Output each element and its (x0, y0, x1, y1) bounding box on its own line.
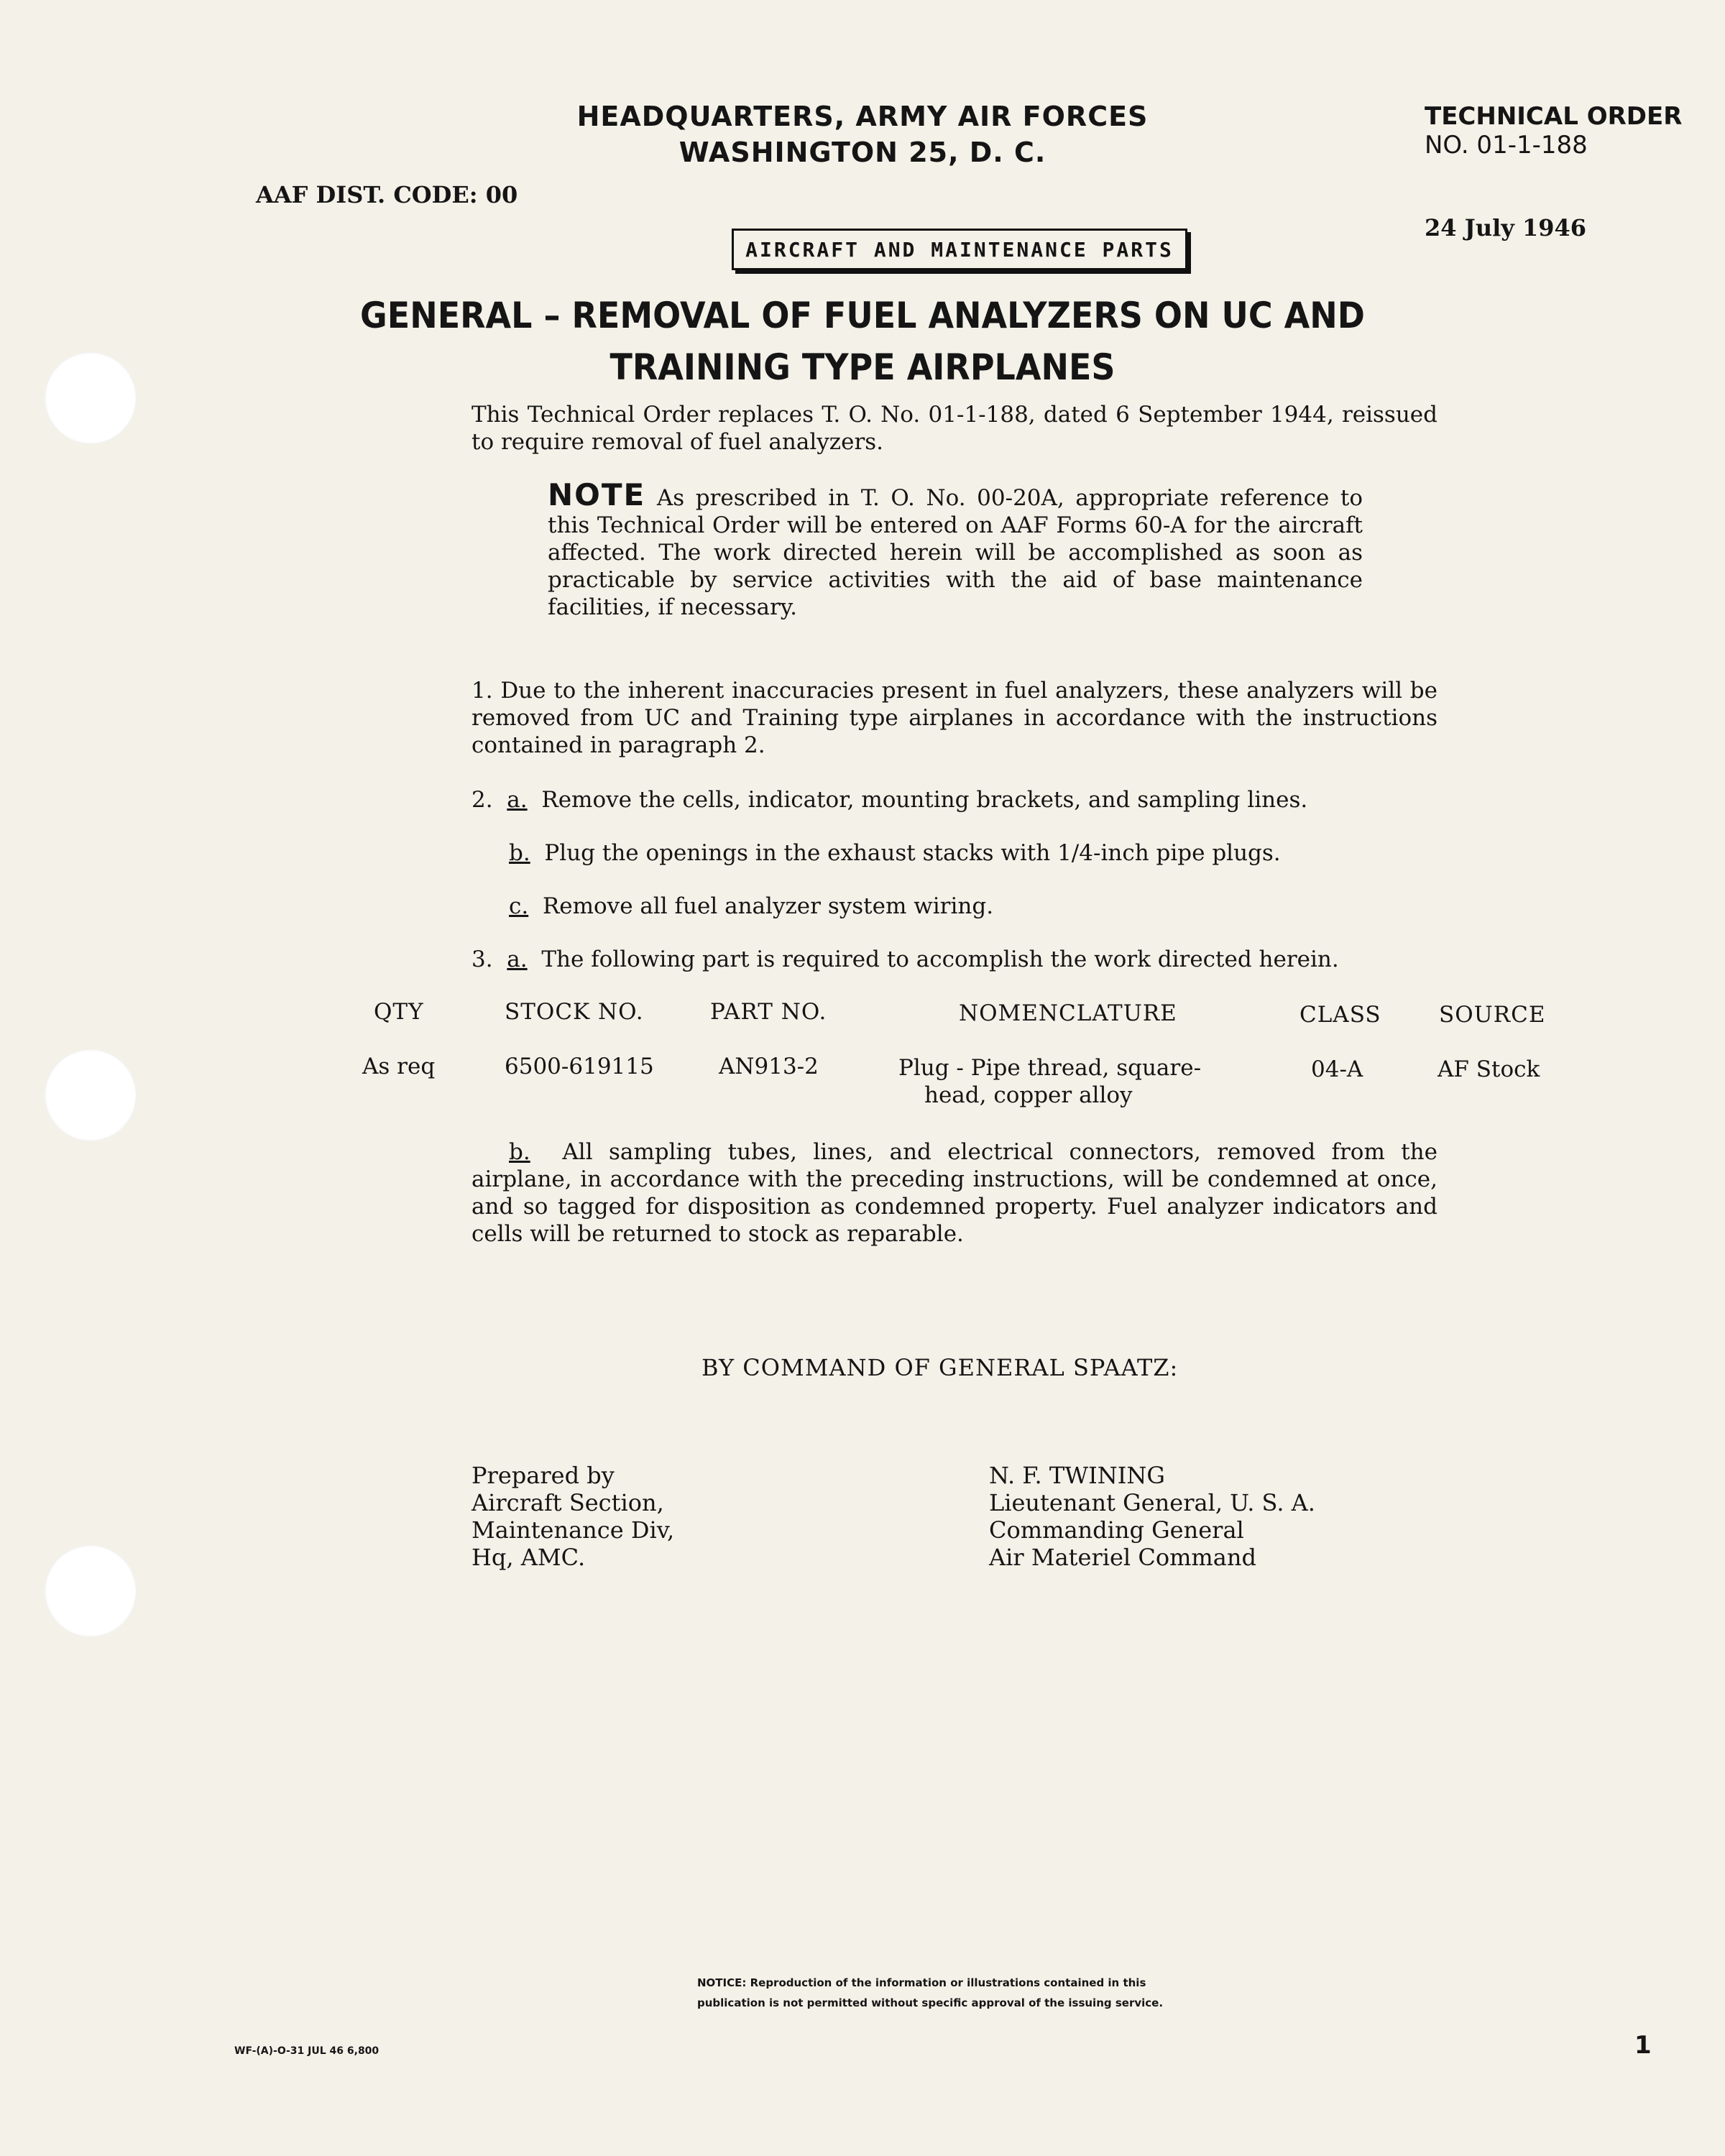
table-header-class: CLASS (1300, 1002, 1381, 1028)
issue-date: 24 July 1946 (1425, 214, 1587, 241)
paragraph-3-number: 3. (472, 946, 493, 972)
paragraph-2b-letter: b. (509, 840, 530, 866)
cell-stock-no: 6500-619115 (505, 1054, 654, 1079)
paragraph-3b-letter: b. (509, 1139, 530, 1165)
paragraph-2b (509, 839, 1443, 867)
dist-code: AAF DIST. CODE: 00 (256, 181, 518, 208)
technical-order-number: NO. 01-1-188 (1425, 131, 1588, 160)
note-label: NOTE (548, 477, 646, 512)
note-block (548, 477, 1363, 621)
paragraph-3a-text: The following part is required to accomplish the work directed herein. (541, 946, 1339, 972)
paragraph-2c-text: Remove all fuel analyzer system wiring. (542, 893, 994, 919)
intro-paragraph: This Technical Order replaces T. O. No. 01-1-188, dated 6 September 1944, reissued to require removal of fuel analyzers. (472, 402, 1438, 455)
prepared-by-line-2: Aircraft Section, (472, 1489, 664, 1516)
table-header-source: SOURCE (1439, 1002, 1546, 1028)
prepared-by-line-4: Hq, AMC. (472, 1544, 586, 1571)
paragraph-1: 1. Due to the inherent inaccuracies present in fuel analyzers, these analyzers will be removed from UC and Training type airplanes in accordance with the instructions contained in paragraph 2. (472, 678, 1438, 758)
cell-nomenclature-line-2: head, copper alloy (924, 1082, 1133, 1108)
technical-order-label: TECHNICAL ORDER (1425, 102, 1683, 131)
hq-line-1: HEADQUARTERS, ARMY AIR FORCES (576, 101, 1149, 132)
signatory-position: Commanding General (989, 1516, 1244, 1544)
print-code: WF-(A)-O-31 JUL 46 6,800 (234, 2045, 380, 2057)
prepared-by-line-3: Maintenance Div, (472, 1516, 675, 1544)
table-header-qty: QTY (374, 999, 424, 1025)
paragraph-3a (472, 946, 1478, 973)
cell-qty: As req (362, 1054, 436, 1079)
prepared-by-block (472, 1462, 674, 1571)
title-line-2: TRAINING TYPE AIRPLANES (610, 346, 1116, 388)
paragraph-2b-text: Plug the openings in the exhaust stacks with 1/4-inch pipe plugs. (544, 840, 1281, 866)
note-text: As prescribed in T. O. No. 00-20A, appropriate reference to this Technical Order will be entered on AAF Forms 60-A for the aircraft affected. The work directed herein will be accomplished as soon as practicable by service activities with the aid of base maintenance facilities, if necessary. (548, 485, 1363, 620)
cell-nomenclature-line-1: Plug - Pipe thread, square- (898, 1055, 1202, 1081)
paragraph-2c-letter: c. (509, 893, 529, 919)
paragraph-2c (509, 893, 1443, 920)
binder-hole-bottom (45, 1545, 137, 1637)
paragraph-3b (472, 1138, 1438, 1248)
signatory-block (989, 1462, 1315, 1571)
category-tag: AIRCRAFT AND MAINTENANCE PARTS (732, 229, 1187, 270)
page-number: 1 (1634, 2031, 1652, 2060)
signatory-rank: Lieutenant General, U. S. A. (989, 1489, 1315, 1516)
command-line: BY COMMAND OF GENERAL SPAATZ: (702, 1354, 1179, 1381)
signatory-name: N. F. TWINING (989, 1462, 1165, 1489)
cell-source: AF Stock (1438, 1056, 1540, 1082)
paragraph-2a-letter: a. (507, 787, 528, 813)
cell-part-no: AN913-2 (719, 1054, 819, 1079)
signatory-command: Air Materiel Command (989, 1544, 1256, 1571)
paragraph-2a (472, 786, 1478, 814)
prepared-by-line-1: Prepared by (472, 1462, 615, 1489)
paragraph-2a-text: Remove the cells, indicator, mounting brackets, and sampling lines. (541, 787, 1308, 813)
title-line-1: GENERAL – REMOVAL OF FUEL ANALYZERS ON UC AND (360, 295, 1365, 336)
paragraph-3a-letter: a. (507, 946, 528, 972)
table-header-part-no: PART NO. (710, 999, 827, 1025)
notice-line-2: publication is not permitted without specific approval of the issuing service. (697, 1996, 1164, 2009)
paragraph-2-number: 2. (472, 787, 493, 813)
table-header-nomenclature: NOMENCLATURE (959, 1000, 1177, 1026)
notice-line-1: NOTICE: Reproduction of the information or illustrations contained in this (697, 1976, 1146, 1989)
binder-hole-middle (45, 1049, 137, 1141)
cell-class: 04-A (1311, 1056, 1363, 1082)
paragraph-3b-text: All sampling tubes, lines, and electrical connectors, removed from the airplane, in accordance with the preceding instructions, will be condemned at once, and so tagged for disposition as condemned property. Fuel analyzer indicators and cells will be returned to stock as reparable. (472, 1139, 1438, 1247)
table-header-stock-no: STOCK NO. (505, 999, 644, 1025)
hq-line-2: WASHINGTON 25, D. C. (678, 137, 1046, 168)
